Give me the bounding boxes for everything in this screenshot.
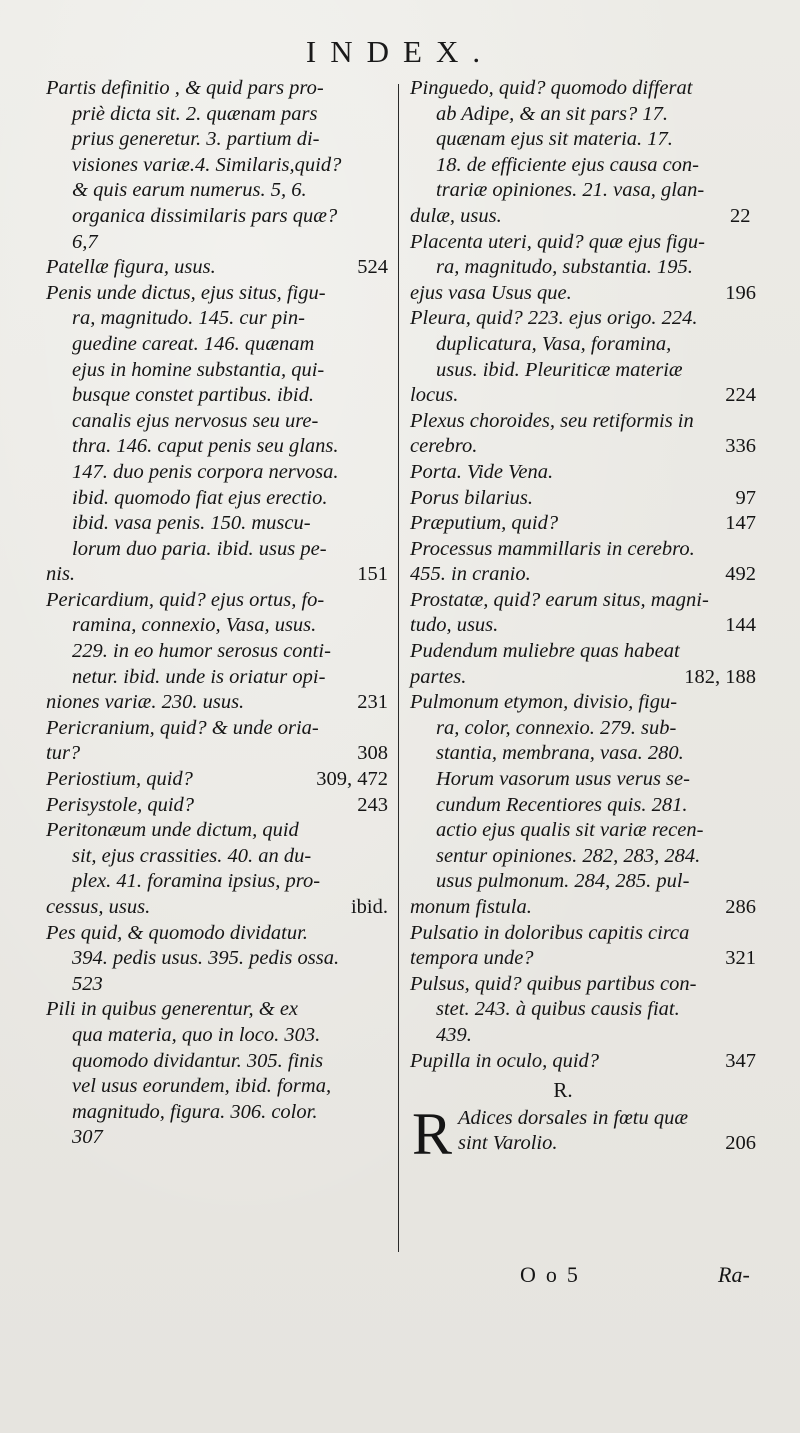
index-entry: Pili in quibus generentur, & ex qua materia, quo in loco. 303. quomodo dividantur. 305. finis vel usus eorundem, ibid. forma, magnitudo, figura. 306. color. 307: [46, 998, 332, 1149]
left-column: [46, 76, 388, 1151]
right-column: [410, 76, 756, 1167]
index-entry: Periostium, quid? 309, 472: [46, 768, 388, 791]
index-entry: Pericranium, quid? & unde oria- tur? 308: [46, 716, 388, 765]
index-entry: Penis unde dictus, ejus situs, figu- ra, magnitudo. 145. cur pin- guedine careat. 146. quænam ejus in homine substantia, qui- busque constet partibus. ibid. canalis ejus nervosus seu ure- thra. 146. caput penis seu glans. 147. duo penis corpora nervosa. ibid. quomodo fiat ejus erectio. ibid. vasa penis. 150. muscu- lorum duo paria. ibid. usus pe- nis. 151: [46, 281, 388, 586]
index-entry: Porus bilarius. 97: [410, 486, 756, 509]
signature-mark: Oo5: [520, 1262, 588, 1287]
column-divider: [398, 84, 399, 1252]
index-entry: Pupilla in oculo, quid? 347: [410, 1049, 756, 1072]
index-entry: Pudendum muliebre quas habeat partes. 182, 188: [410, 640, 756, 688]
index-entry: Pleura, quid? 223. ejus origo. 224. duplicatura, Vasa, foramina, usus. ibid. Pleuriticæ materiæ locus. 224: [410, 307, 756, 407]
index-entry: Plexus choroides, seu retiformis in cerebro. 336: [410, 409, 756, 458]
index-entry: Patellæ figura, usus. 524: [46, 256, 388, 279]
index-entry: Porta. Vide Vena.: [410, 460, 554, 483]
drop-cap: R: [412, 1100, 453, 1167]
index-entry: R Adices dorsales in fœtu quæ sint Varolio. 206: [412, 1100, 756, 1167]
index-entry: Processus mammillaris in cerebro. 455. in cranio. 492: [410, 537, 756, 586]
index-entry: Placenta uteri, quid? quæ ejus figu- ra, magnitudo, substantia. 195. ejus vasa Usus que. 196: [410, 230, 756, 304]
index-entry: Perisystole, quid? 243: [46, 793, 388, 816]
index-entry: Pericardium, quid? ejus ortus, fo- ramina, connexio, Vasa, usus. 229. in eo humor serosus conti- netur. ibid. unde is oriatur opi- niones variæ. 230. usus. 231: [46, 588, 388, 714]
section-letter: R.: [553, 1078, 573, 1103]
index-entry: Pinguedo, quid? quomodo differat ab Adipe, & an sit pars? 17. quænam ejus sit materia. 17. 18. de efficiente ejus causa con- trariæ opiniones. 21. vasa, glan- dulæ, usus. 22: [410, 77, 751, 227]
index-entry: Peritonæum unde dictum, quid sit, ejus crassities. 40. an du- plex. 41. foramina ipsius, pro- cessus, usus. ibid.: [46, 819, 388, 918]
index-entry: Pulsus, quid? quibus partibus con- stet. 243. à quibus causis fiat. 439.: [410, 972, 697, 1046]
index-entry: Pulmonum etymon, divisio, figu- ra, color, connexio. 279. sub- stantia, membrana, vasa. 280. Horum vasorum usus verus se- cundum Recentiores quis. 281. actio ejus qualis sit variæ recen- sentur opiniones. 282, 283, 284. usus pulmonum. 284, 285. pul- monum fistula. 286: [410, 691, 756, 918]
page-title: INDEX.: [305, 34, 495, 69]
index-entry: Partis definitio , & quid pars pro- priè dicta sit. 2. quænam pars prius generetur. 3. partium di- visiones variæ.4. Similaris,quid? & quis earum numerus. 5, 6. organica dissimilaris pars quæ? 6,7: [46, 77, 342, 253]
index-entry: Præputium, quid? 147: [410, 512, 756, 535]
index-entry: Pes quid, & quomodo dividatur. 394. pedis usus. 395. pedis ossa. 523: [46, 921, 340, 995]
index-entry: Pulsatio in doloribus capitis circa tempora unde? 321: [410, 921, 756, 970]
catchword: Ra-: [718, 1262, 750, 1287]
index-entry: Prostatæ, quid? earum situs, magni- tudo, usus. 144: [410, 588, 756, 637]
